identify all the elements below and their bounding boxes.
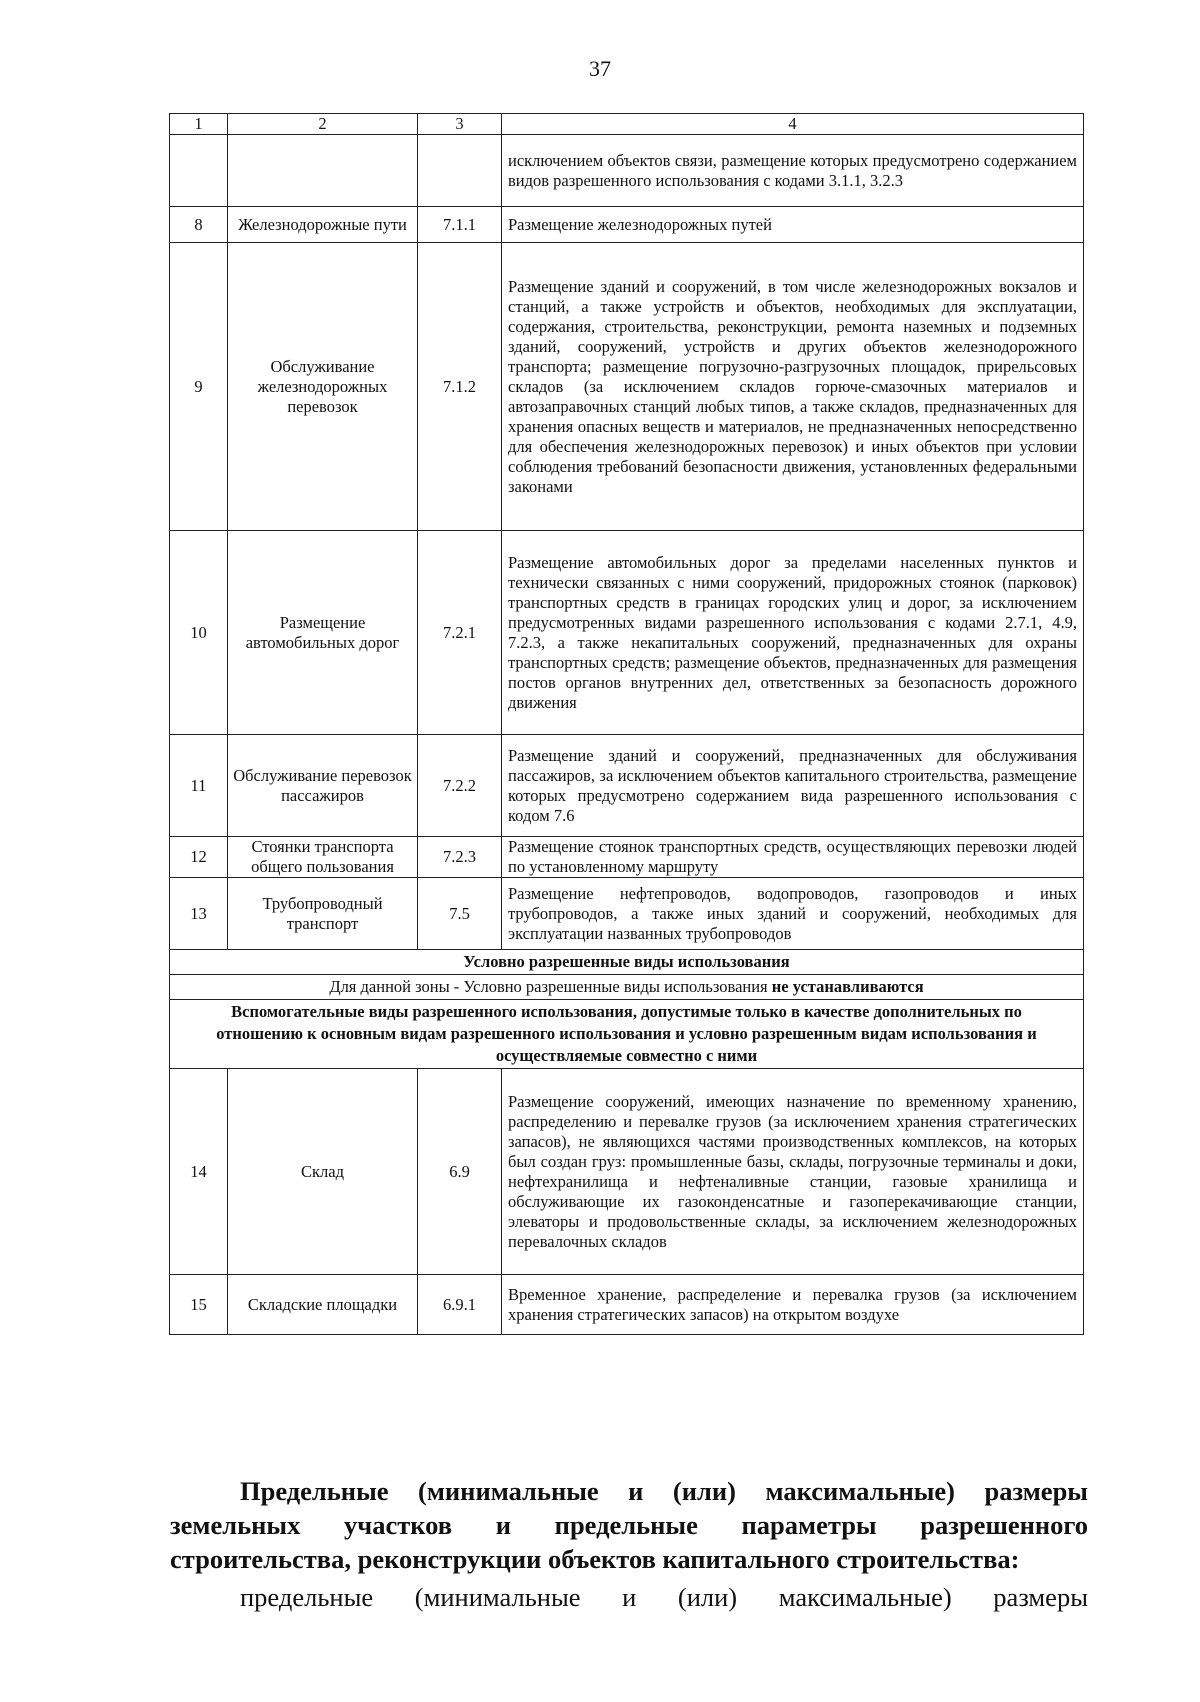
continuation-row: [170, 135, 1084, 207]
row-number-cell: 12: [170, 837, 228, 878]
table-body: [170, 114, 1084, 207]
use-description-cell: Временное хранение, распределение и перевалка грузов (за исключением хранения стратегических запасов) на открытом воздухе: [502, 1275, 1084, 1335]
continuation-name-cell: [228, 135, 418, 207]
conditional-uses-note: [170, 975, 1084, 1000]
column-header-1: 1: [170, 114, 228, 135]
use-name-cell: Железнодорожные пути: [228, 207, 418, 243]
land-use-table: [169, 113, 1084, 1335]
use-description-cell: Размещение сооружений, имеющих назначение по временному хранению, распределению и перевалке грузов (за исключением хранения стратегических запасов), не являющихся частями производственных комплексов, на которых был создан груз: промышленные базы, склады, погрузочные терминалы и доки, нефтехранилища и нефтеналивные станции, газовые хранилища и обслуживающие их газоконденсатные и газоперекачивающие станции, элеваторы и продовольственные склады, за исключением железнодорожных перевалочных складов: [502, 1069, 1084, 1275]
use-code-cell: 7.5: [418, 878, 502, 950]
column-header-4: 4: [502, 114, 1084, 135]
table-row: [170, 1069, 1084, 1275]
auxiliary-title-row: [170, 1000, 1084, 1069]
use-description-cell: Размещение автомобильных дорог за пределами населенных пунктов и технически связанных с ними сооружений, придорожных стоянок (парковок) транспортных средств в границах городских улиц и дорог, за исключением предусмотренных видами разрешенного использования с кодами 2.7.1, 4.9, 7.2.3, а также некапитальных сооружений, предназначенных для охраны транспортных средств; размещение объектов, предназначенных для размещения постов органов внутренних дел, ответственных за безопасность дорожного движения: [502, 531, 1084, 735]
column-header-3: 3: [418, 114, 502, 135]
conditional-uses-title: Условно разрешенные виды использования: [170, 950, 1084, 975]
row-number-cell: 8: [170, 207, 228, 243]
use-name-cell: Стоянки транспорта общего пользования: [228, 837, 418, 878]
column-header-2: 2: [228, 114, 418, 135]
table-row: [170, 1275, 1084, 1335]
continuation-code-cell: [418, 135, 502, 207]
use-name-cell: Склад: [228, 1069, 418, 1275]
use-code-cell: 7.2.3: [418, 837, 502, 878]
use-description-cell: Размещение стоянок транспортных средств, осуществляющих перевозки людей по установленному маршруту: [502, 837, 1084, 878]
table-row: [170, 735, 1084, 837]
row-number-cell: 9: [170, 243, 228, 531]
use-description-cell: Размещение железнодорожных путей: [502, 207, 1084, 243]
use-code-cell: 7.2.2: [418, 735, 502, 837]
auxiliary-rows: [170, 1069, 1084, 1335]
conditional-title-row: [170, 950, 1084, 975]
use-description-cell: Размещение нефтепроводов, водопроводов, газопроводов и иных трубопроводов, а также иных зданий и сооружений, необходимых для эксплуатации названных трубопроводов: [502, 878, 1084, 950]
conditional-note-text: Для данной зоны - Условно разрешенные виды использования: [329, 977, 768, 996]
row-number-cell: 15: [170, 1275, 228, 1335]
use-name-cell: Трубопроводный транспорт: [228, 878, 418, 950]
use-code-cell: 7.2.1: [418, 531, 502, 735]
continuation-desc-cell: исключением объектов связи, размещение которых предусмотрено содержанием видов разрешенного использования с кодами 3.1.1, 3.2.3: [502, 135, 1084, 207]
use-name-cell: Обслуживание железнодорожных перевозок: [228, 243, 418, 531]
use-code-cell: 7.1.2: [418, 243, 502, 531]
table-row: [170, 243, 1084, 531]
conditional-note-bold: не устанавливаются: [771, 977, 924, 996]
section-rows: [170, 950, 1084, 1069]
use-name-cell: Складские площадки: [228, 1275, 418, 1335]
use-code-cell: 6.9: [418, 1069, 502, 1275]
use-code-cell: 7.1.1: [418, 207, 502, 243]
use-name-cell: Обслуживание перевозок пассажиров: [228, 735, 418, 837]
section-heading: Предельные (минимальные и (или) максимальные) размеры земельных участков и предельные параметры разрешенного строительства, реконструкции объектов капитального строительства:: [170, 1476, 1088, 1574]
use-name-cell: Размещение автомобильных дорог: [228, 531, 418, 735]
column-numbers-row: [170, 114, 1084, 135]
page-number: 37: [589, 56, 611, 81]
main-rows: [170, 207, 1084, 950]
table-row: [170, 207, 1084, 243]
row-number-cell: 11: [170, 735, 228, 837]
use-code-cell: 6.9.1: [418, 1275, 502, 1335]
conditional-note-row: [170, 975, 1084, 1000]
auxiliary-uses-title: Вспомогательные виды разрешенного использования, допустимые только в качестве дополнительных по отношению к основным видам разрешенного использования и условно разрешенным видам использования и осуществляемые совместно с ними: [170, 1000, 1084, 1069]
use-description-cell: Размещение зданий и сооружений, предназначенных для обслуживания пассажиров, за исключением объектов капитального строительства, размещение которых предусмотрено содержанием вида разрешенного использования с кодом 7.6: [502, 735, 1084, 837]
row-number-cell: 14: [170, 1069, 228, 1275]
row-number-cell: 10: [170, 531, 228, 735]
row-number-cell: 13: [170, 878, 228, 950]
continuation-num-cell: [170, 135, 228, 207]
table-row: [170, 837, 1084, 878]
table-row: [170, 878, 1084, 950]
use-description-cell: Размещение зданий и сооружений, в том числе железнодорожных вокзалов и станций, а также устройств и объектов, необходимых для эксплуатации, содержания, строительства, реконструкции, ремонта наземных и подземных зданий, сооружений, устройств и других объектов железнодорожного транспорта; размещение погрузочно-разгрузочных площадок, прирельсовых складов (за исключением складов горюче-смазочных материалов и автозаправочных станций любых типов, а также складов, предназначенных для хранения опасных веществ и материалов, не предназначенных непосредственно для обеспечения железнодорожных перевозок) и иных объектов при условии соблюдения требований безопасности движения, установленных федеральными законами: [502, 243, 1084, 531]
body-text: предельные (минимальные и (или) максимальные) размеры: [240, 1582, 1088, 1612]
table-row: [170, 531, 1084, 735]
